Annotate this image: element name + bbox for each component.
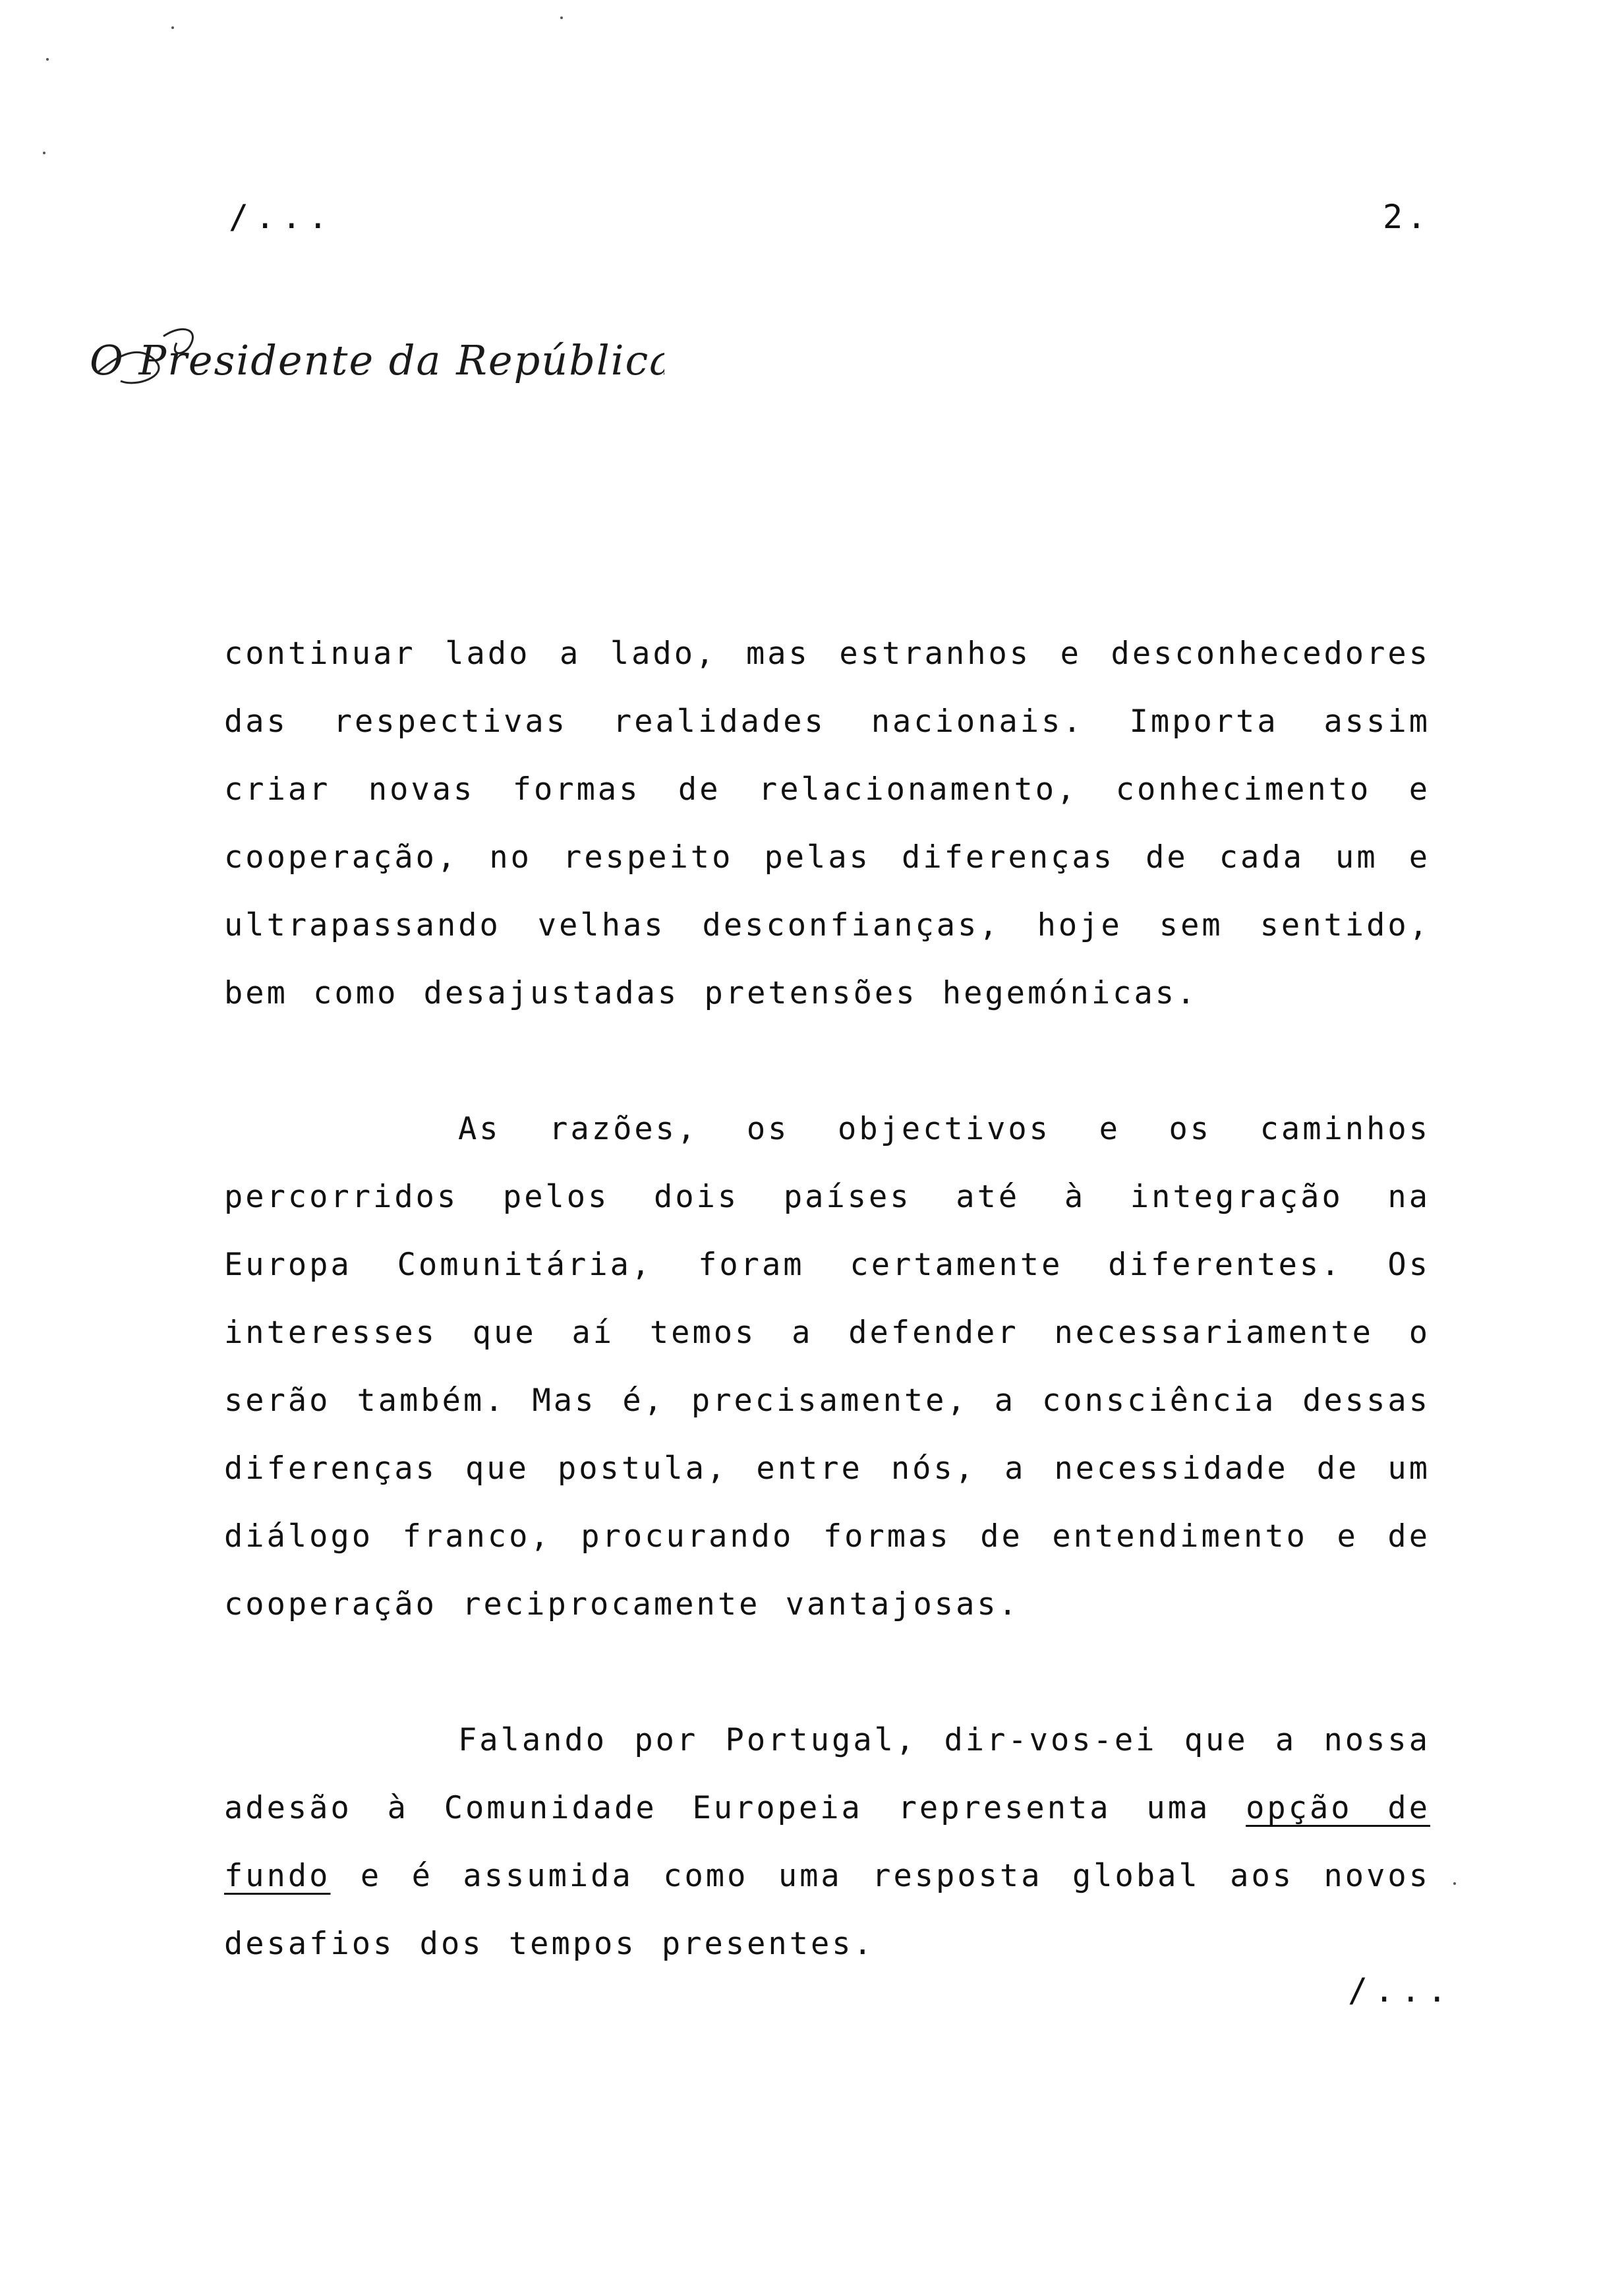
scan-speck	[1453, 1882, 1456, 1885]
scan-speck	[560, 16, 563, 19]
continuation-mark-bottom: /...	[1348, 1971, 1454, 2009]
letterhead-text: O Presidente da República	[90, 336, 664, 384]
continuation-mark-top: /...	[229, 198, 335, 236]
page-number: 2.	[1383, 198, 1431, 236]
letter-body	[224, 620, 1430, 1978]
paragraph-3-start: Falando por Portugal, dir-vos-ei que a nossa adesão à Comunidade Europeia representa uma	[224, 1722, 1430, 1826]
paragraph-2: As razões, os objectivos e os caminhos percorridos pelos dois países até à integração na Europa Comunitária, foram certamente diferentes. Os interesses que aí temos a defender necessariamente o serão também. Mas é, precisamente, a consciência dessas diferenças que postula, entre nós, a necessidade de um diálogo franco, procurando formas de entendimento e de cooperação reciprocamente vantajosas.	[224, 1111, 1430, 1622]
scan-speck	[171, 26, 174, 29]
letterhead-script	[84, 310, 664, 399]
underlined-phrase: opção de fundo	[224, 1790, 1430, 1894]
paragraph-3	[224, 1706, 1430, 1978]
paragraph-3-end: e é assumida como uma resposta global aos novos desafios dos tempos presentes.	[224, 1858, 1430, 1962]
scan-speck	[43, 152, 45, 154]
letterhead-logo	[84, 310, 664, 399]
paragraph-1: continuar lado a lado, mas estranhos e desconhecedores das respectivas realidades nacionais. Importa assim criar novas formas de relacionamento, conhecimento e cooperação, no respeito pelas diferenças de cada um e ultrapassando velhas desconfianças, hoje sem sentido, bem como desajustadas pretensões hegemónicas.	[224, 636, 1430, 1011]
scan-speck	[46, 58, 49, 61]
